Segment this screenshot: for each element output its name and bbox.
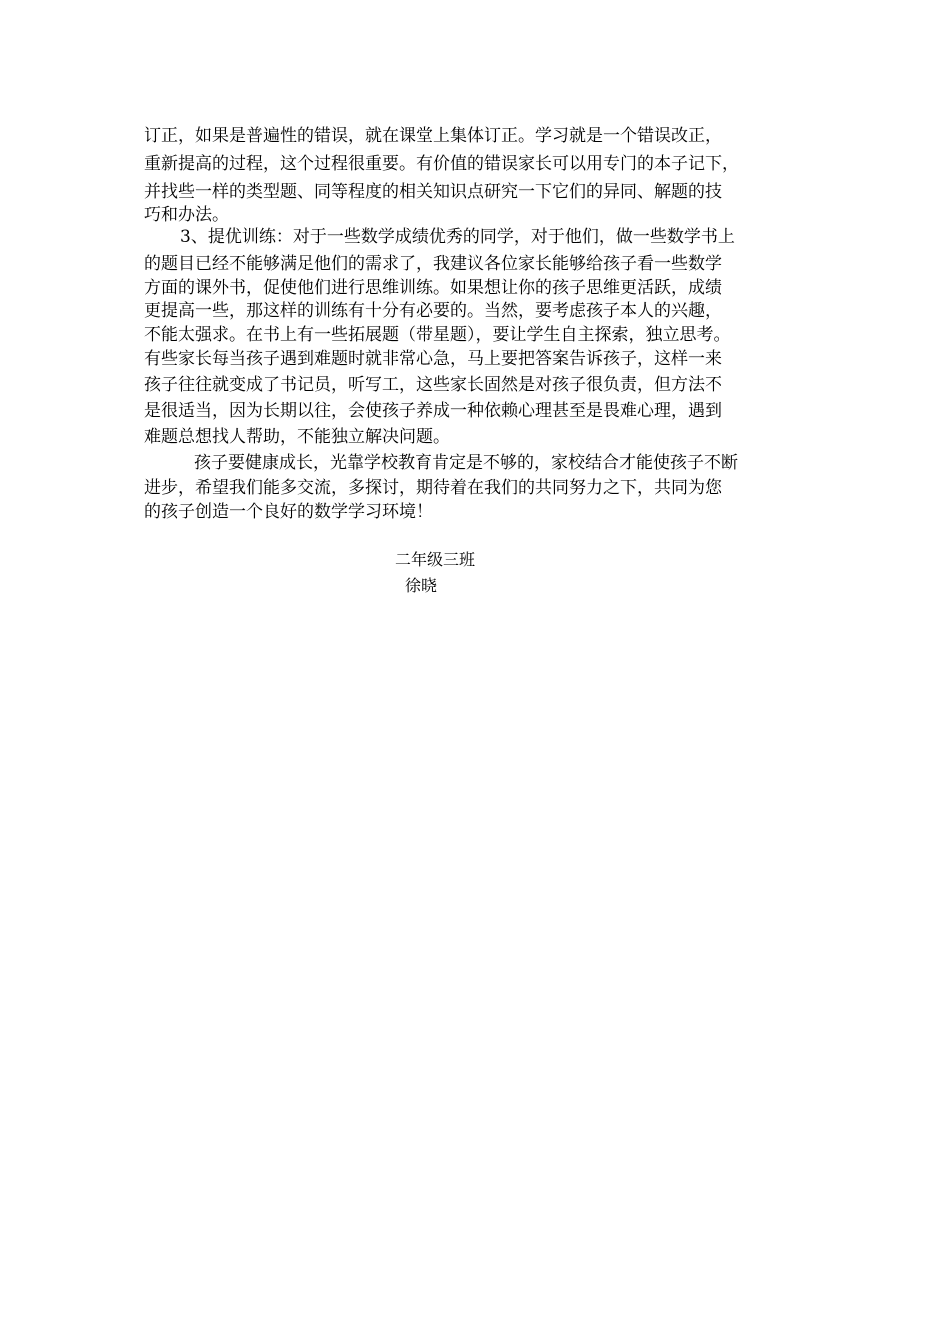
paragraph-line: 难题总想找人帮助，不能独立解决问题。 — [144, 427, 450, 447]
paragraph-line: 方面的课外书，促使他们进行思维训练。如果想让你的孩子思维更活跃，成绩 — [144, 278, 722, 298]
paragraph-line: 更提高一些，那这样的训练有十分有必要的。当然，要考虑孩子本人的兴趣， — [144, 301, 722, 321]
paragraph-line: 3、提优训练：对于一些数学成绩优秀的同学，对于他们，做一些数学书上 — [180, 227, 735, 247]
paragraph-line: 的题目已经不能够满足他们的需求了，我建议各位家长能够给孩子看一些数学 — [144, 254, 722, 274]
paragraph-line: 巧和办法。 — [144, 205, 229, 225]
signature-author: 徐晓 — [405, 576, 438, 595]
paragraph-line: 的孩子创造一个良好的数学学习环境！ — [144, 502, 433, 522]
paragraph-line: 不能太强求。在书上有一些拓展题（带星题），要让学生自主探索，独立思考。 — [144, 325, 731, 345]
paragraph-line: 重新提高的过程，这个过程很重要。有价值的错误家长可以用专门的本子记下， — [144, 154, 739, 174]
paragraph-line: 是很适当，因为长期以往，会使孩子养成一种依赖心理甚至是畏难心理，遇到 — [144, 401, 722, 421]
paragraph-line: 孩子往往就变成了书记员，听写工，这些家长固然是对孩子很负责，但方法不 — [144, 375, 722, 395]
paragraph-line: 孩子要健康成长，光靠学校教育肯定是不够的，家校结合才能使孩子不断 — [194, 453, 738, 473]
paragraph-line: 订正，如果是普遍性的错误，就在课堂上集体订正。学习就是一个错误改正， — [144, 126, 722, 146]
paragraph-line: 有些家长每当孩子遇到难题时就非常心急，马上要把答案告诉孩子，这样一来 — [144, 349, 722, 369]
paragraph-line: 进步，希望我们能多交流，多探讨，期待着在我们的共同努力之下，共同为您 — [144, 478, 722, 498]
signature-class: 二年级三班 — [395, 550, 476, 569]
paragraph-line: 并找些一样的类型题、同等程度的相关知识点研究一下它们的异同、解题的技 — [144, 182, 722, 202]
